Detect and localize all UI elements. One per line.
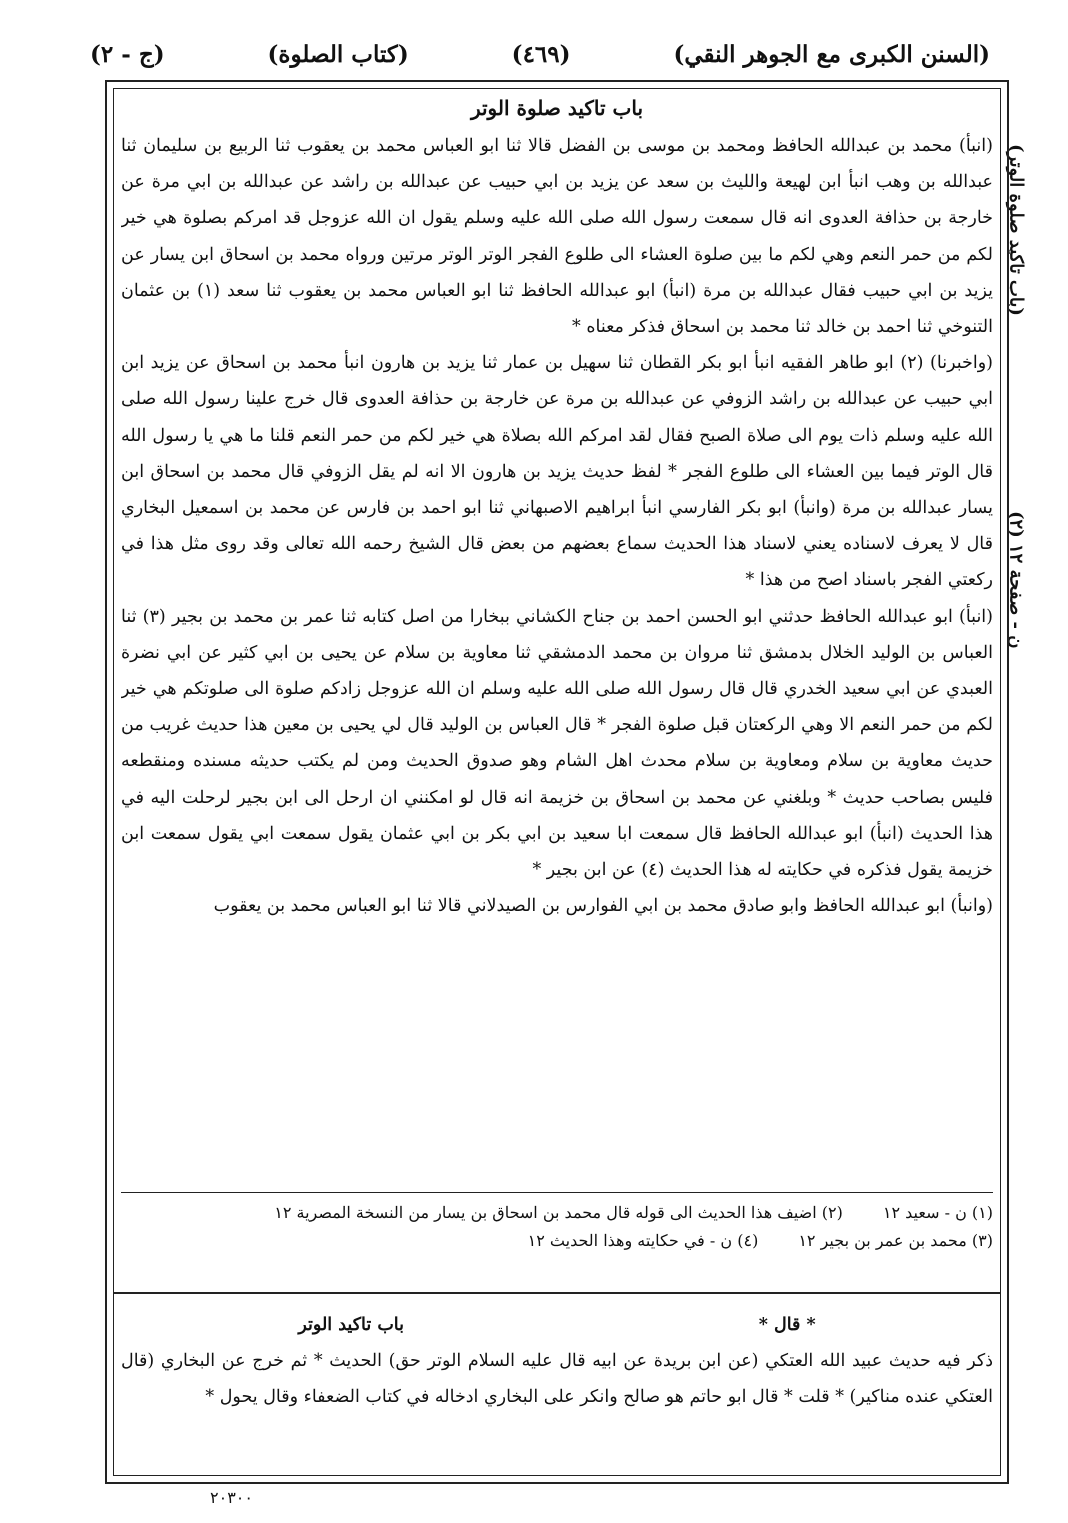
commentary-text: ذكر فيه حديث عبيد الله العتكي (عن ابن بريدة عن ابيه قال عليه السلام الوتر حق) الحديث * ثم خرج عن البخاري (قال العتكي عنده مناكير) * قلت * قال ابو حاتم هو صالح وانكر على البخاري ادخاله في كتاب الضعفاء وقال يحول * (121, 1351, 993, 1407)
footnote: (٣) محمد بن عمر بن بجير ١٢ (798, 1231, 993, 1250)
paragraph: (انبأ) ابو عبدالله الحافظ حدثني ابو الحسن احمد بن جناح الكشاني ببخارا من اصل كتابه ثنا عمر بن محمد بن بجير (٣) ثنا العباس بن الوليد الخلال بدمشق ثنا مروان بن محمد الدمشقي ثنا معاوية بن سلام عن يحيى بن ابي كثير عن ابي نضرة العبدي عن ابي سعيد الخدري قال قال رسول الله صلى الله عليه وسلم ان الله عزوجل زادكم صلوة الى صلوتكم هي خير لكم من حمر النعم الا وهي الركعتان قبل صلوة الفجر * قال العباس بن الوليد قال لي يحيى بن معين هذا حديث غريب من حديث معاوية بن سلام ومعاوية بن سلام محدث اهل الشام وهو صدوق الحديث ومن لم يكتب حديثه مسنده ومنقطعه فليس بصاحب حديث * وبلغني عن محمد بن اسحاق بن خزيمة انه قال لو امكنني ان ارحل الى ابن بجير لرحلت اليه في هذا الحديث (انبأ) ابو عبدالله الحافظ قال سمعت ابا سعيد بن ابي بكر بن ابي عثمان يقول سمعت ابي يقول سمعت ابن خزيمة يقول فذكره في حكايته له هذا الحديث (٤) عن ابن بجير * (121, 606, 993, 881)
paragraph: (وانبأ) ابو عبدالله الحافظ وابو صادق محمد بن ابي الفوارس بن الصيدلاني قالا ثنا ابو العباس محمد بن يعقوب (213, 896, 993, 917)
commentary (121, 1307, 993, 1467)
footnotes (121, 1192, 993, 1279)
margin-note-mid: (٢) ن - صفحة ١٢ (1005, 511, 1027, 649)
section-divider (113, 1292, 1001, 1294)
page-number-footer: ٢٠٣٠٠ (210, 1488, 253, 1507)
paragraph: (انبأ) محمد بن عبدالله الحافظ ومحمد بن موسى بن الفضل قالا ثنا ابو العباس محمد بن يعقوب ثنا الربيع بن سليمان ثنا عبدالله بن وهب انبأ ابن لهيعة والليث بن سعد عن يزيد بن ابي حبيب عن عبدالله بن راشد عن عبدالله بن ابي مرة عن خارجة بن حذافة العدوى انه قال سمعت رسول الله صلى الله عليه وسلم يقول ان الله عزوجل قد امركم بصلوة هي خير لكم من حمر النعم وهي لكم ما بين صلوة العشاء الى طلوع الفجر الوتر الوتر مرتين ورواه محمد بن اسحاق ابن يسار عن يزيد بن ابي حبيب فقال عبدالله بن مرة (انبأ) ابو عبدالله الحافظ ثنا ابو العباس محمد بن يعقوب ثنا سعد (١) بن عثمان التنوخي ثنا احمد بن خالد ثنا محمد بن اسحاق فذكر معناه * (121, 136, 993, 338)
main-text (121, 94, 993, 1174)
page-header (90, 34, 990, 74)
commentary-heading-row (121, 1307, 993, 1343)
footnote: (١) ن - سعيد ١٢ (882, 1203, 993, 1222)
section-title: باب تاكيد صلوة الوتر (470, 96, 644, 120)
book-title: (السنن الكبرى مع الجوهر النقي) (673, 40, 990, 68)
page-frame (105, 80, 1009, 1484)
footnote-row (121, 1227, 993, 1255)
volume-label: (ج - ٢) (90, 40, 165, 68)
footnote-row (121, 1199, 993, 1227)
footnote: (٤) ن - في حكايته وهذا الحديث ١٢ (527, 1231, 759, 1250)
commentary-qala: * قال * (758, 1315, 816, 1335)
footnote: (٢) اضيف هذا الحديث الى قوله قال محمد بن اسحاق بن يسار من النسخة المصرية ١٢ (274, 1203, 843, 1222)
commentary-heading: باب تاكيد الوتر (298, 1315, 404, 1335)
chapter-title: (كتاب الصلوة) (267, 40, 409, 68)
paragraph: (واخبرنا) (٢) ابو طاهر الفقيه انبأ ابو بكر القطان ثنا سهيل بن عمار ثنا يزيد بن هارون انبأ محمد بن اسحاق عن يزيد ابن ابي حبيب عن عبدالله بن راشد الزوفي عن عبدالله بن مرة عن خارجة بن حذافة العدوى قال خرج علينا رسول الله صلى الله عليه وسلم ذات يوم الى صلاة الصبح فقال لقد امركم الله بصلاة هي خير لكم من حمر النعم قلنا ما هي يا رسول الله قال الوتر فيما بين العشاء الى طلوع الفجر * لفظ حديث يزيد بن هارون الا انه لم يقل الزوفي قال محمد بن اسحاق ابن يسار عبدالله بن مرة (وانبأ) ابو بكر الفارسي انبأ ابراهيم الاصبهاني ثنا ابو احمد بن فارس عن محمد بن اسمعيل البخاري قال لا يعرف لاسناده يعني لاسناد هذا الحديث سماع بعضهم من بعض قال الشيخ رحمه الله تعالى وقد روى مثل هذا في ركعتي الفجر باسناد اصح من هذا * (121, 353, 993, 591)
margin-note-top: (باب تاكيد صلوة الوتر) (1005, 144, 1027, 316)
page-number-header: (٤٦٩) (511, 40, 571, 68)
